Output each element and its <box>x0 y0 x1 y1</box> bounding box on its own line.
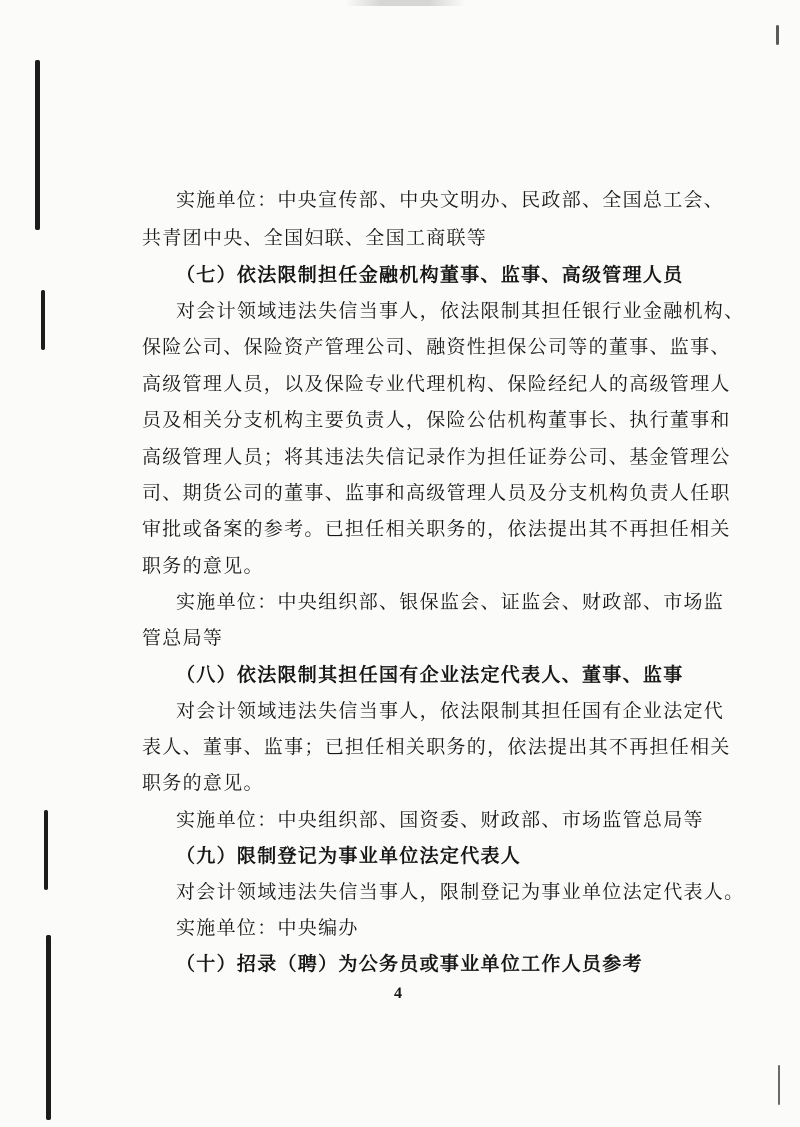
body-line: 保险公司、保险资产管理公司、融资性担保公司等的董事、监事、 <box>142 336 731 358</box>
body-line: 对会计领域违法失信当事人，依法限制其担任银行业金融机构、 <box>176 300 745 322</box>
body-line: 表人、董事、监事；已担任相关职务的，依法提出其不再担任相关 <box>142 736 731 758</box>
body-line: 实施单位：中央组织部、国资委、财政部、市场监管总局等 <box>176 809 704 831</box>
scan-edge-mark <box>776 25 779 45</box>
body-line: 实施单位：中央编办 <box>176 917 359 939</box>
section-heading: （九）限制登记为事业单位法定代表人 <box>176 845 522 867</box>
body-line: 职务的意见。 <box>142 555 264 577</box>
body-line: 职务的意见。 <box>142 772 264 794</box>
body-line: 员及相关分支机构主要负责人，保险公估机构董事长、执行董事和 <box>142 409 731 431</box>
section-heading: （七）依法限制担任金融机构董事、监事、高级管理人员 <box>176 264 684 286</box>
page-number: 4 <box>394 985 402 1002</box>
scan-edge-mark <box>46 935 51 1120</box>
body-line: 高级管理人员；将其违法失信记录作为担任证券公司、基金管理公 <box>142 446 731 468</box>
body-line: 司、期货公司的董事、监事和高级管理人员及分支机构负责人任职 <box>142 482 731 504</box>
body-line: 高级管理人员，以及保险专业代理机构、保险经纪人的高级管理人 <box>142 373 731 395</box>
scan-edge-mark <box>41 290 45 350</box>
body-line: 共青团中央、全国妇联、全国工商联等 <box>142 227 488 249</box>
body-line: 审批或备案的参考。已担任相关职务的，依法提出其不再担任相关 <box>142 518 731 540</box>
scan-top-mark <box>345 0 465 6</box>
scan-edge-mark <box>35 60 40 230</box>
body-line: 对会计领域违法失信当事人，依法限制其担任国有企业法定代 <box>176 700 725 722</box>
body-line: 实施单位：中央宣传部、中央文明办、民政部、全国总工会、 <box>176 189 725 211</box>
scan-edge-mark <box>778 1065 780 1105</box>
body-line: 对会计领域违法失信当事人，限制登记为事业单位法定代表人。 <box>176 881 745 903</box>
section-heading: （八）依法限制其担任国有企业法定代表人、董事、监事 <box>176 664 684 686</box>
section-heading: （十）招录（聘）为公务员或事业单位工作人员参考 <box>176 953 643 975</box>
scan-edge-mark <box>44 810 48 890</box>
body-line: 实施单位：中央组织部、银保监会、证监会、财政部、市场监 <box>176 591 725 613</box>
body-line: 管总局等 <box>142 627 224 649</box>
